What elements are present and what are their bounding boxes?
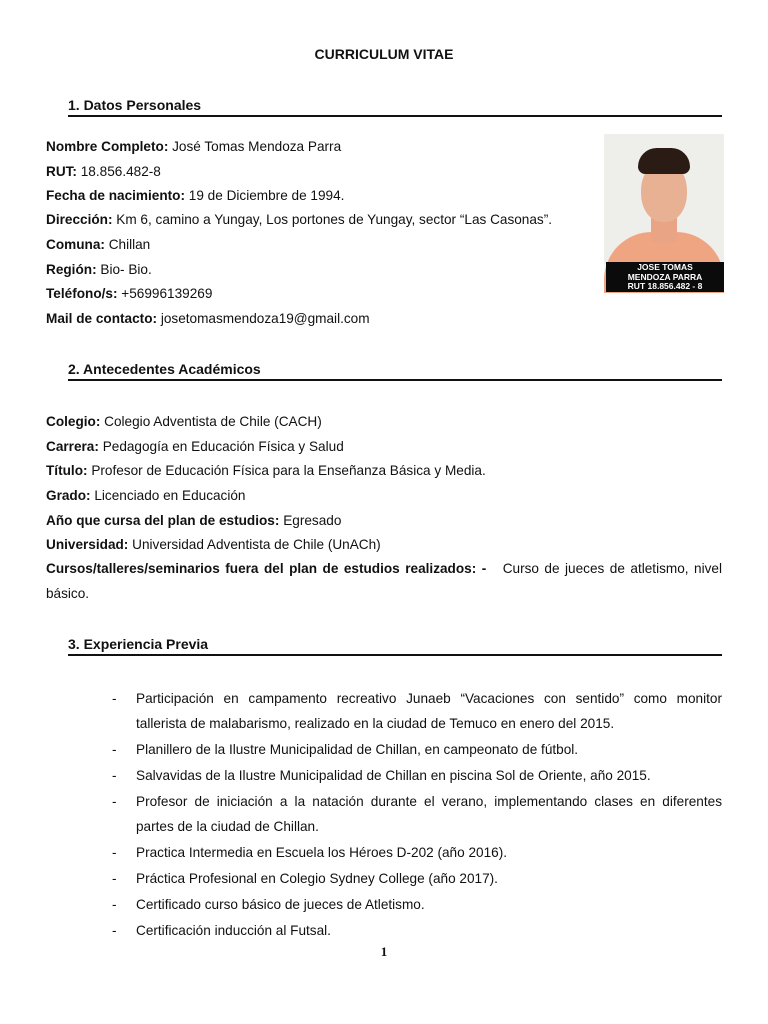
photo-hair (638, 148, 690, 174)
bullet-dash: - (112, 768, 117, 783)
list-item (112, 789, 722, 839)
field-value: 18.856.482-8 (80, 164, 161, 179)
field-value: Profesor de Educación Física para la Enseñanza Básica y Media. (91, 463, 486, 478)
field-label: Título: (46, 463, 88, 478)
bullet-dash: - (112, 691, 117, 706)
field-value: Bio- Bio. (100, 262, 152, 277)
list-item-text: Practica Intermedia en Escuela los Héroes D-202 (año 2016). (136, 845, 508, 860)
list-item (112, 866, 722, 891)
field-label: Fecha de nacimiento: (46, 188, 185, 203)
field-region (46, 261, 152, 279)
bullet-dash: - (112, 923, 117, 938)
photo-label-line: JOSE TOMAS (637, 262, 693, 272)
field-phone (46, 285, 212, 303)
field-value: josetomasmendoza19@gmail.com (160, 311, 370, 326)
field-label: Mail de contacto: (46, 311, 158, 326)
field-label: Cursos/talleres/seminarios fuera del plan de estudios realizados: - (46, 561, 487, 576)
experience-list (112, 686, 722, 944)
field-email (46, 310, 370, 328)
bullet-dash: - (112, 871, 117, 886)
field-value: Pedagogía en Educación Física y Salud (102, 439, 344, 454)
bullet-dash: - (112, 845, 117, 860)
field-label: Nombre Completo: (46, 139, 169, 154)
list-item (112, 918, 722, 943)
field-label: RUT: (46, 164, 77, 179)
field-birth-date (46, 187, 344, 205)
field-value: José Tomas Mendoza Parra (172, 139, 342, 154)
field-value: +56996139269 (121, 286, 213, 301)
field-university (46, 536, 381, 554)
field-label: Región: (46, 262, 97, 277)
section-heading-academic: 2. Antecedentes Académicos (68, 361, 722, 381)
list-item-text: Salvavidas de la Ilustre Municipalidad de Chillan en piscina Sol de Oriente, año 2015. (136, 768, 651, 783)
field-value: 19 de Diciembre de 1994. (188, 188, 345, 203)
field-career (46, 438, 344, 456)
field-full-name (46, 138, 341, 156)
bullet-dash: - (112, 742, 117, 757)
bullet-dash: - (112, 897, 117, 912)
list-item-text: Planillero de la Ilustre Municipalidad de Chillan, en campeonato de fútbol. (136, 742, 579, 757)
page-number: 1 (380, 944, 388, 959)
field-label: Año que cursa del plan de estudios: (46, 513, 280, 528)
list-item-text: Certificación inducción al Futsal. (136, 923, 331, 938)
profile-photo (604, 134, 724, 293)
list-item-text: Práctica Profesional en Colegio Sydney College (año 2017). (136, 871, 498, 886)
field-study-year (46, 512, 341, 530)
list-item-text: Profesor de iniciación a la natación durante el verano, implementando clases en diferentes partes de la ciudad de Chillan. (136, 794, 722, 834)
field-grade (46, 487, 246, 505)
field-value: Km 6, camino a Yungay, Los portones de Yungay, sector “Las Casonas”. (116, 212, 553, 227)
list-item (112, 686, 722, 736)
field-address (46, 211, 552, 229)
bullet-dash: - (112, 794, 117, 809)
field-degree-title (46, 462, 486, 480)
field-value: Curso de jueces de atletismo, nivel básico. (46, 561, 722, 601)
field-label: Universidad: (46, 537, 129, 552)
field-school (46, 413, 322, 431)
list-item (112, 892, 722, 917)
field-value: Licenciado en Educación (94, 488, 246, 503)
field-rut (46, 163, 161, 181)
field-value: Colegio Adventista de Chile (CACH) (104, 414, 322, 429)
section-heading-personal: 1. Datos Personales (68, 97, 722, 117)
list-item (112, 763, 722, 788)
field-value: Chillan (108, 237, 151, 252)
field-label: Grado: (46, 488, 91, 503)
field-label: Carrera: (46, 439, 99, 454)
field-value: Universidad Adventista de Chile (UnACh) (132, 537, 381, 552)
field-courses (46, 556, 722, 606)
field-commune (46, 236, 150, 254)
photo-label-line: MENDOZA PARRA (627, 271, 703, 282)
photo-id-label (606, 262, 724, 292)
photo-label-line: RUT 18.856.482 - 8 (627, 281, 703, 291)
field-label: Comuna: (46, 237, 105, 252)
field-label: Dirección: (46, 212, 113, 227)
list-item-text: Certificado curso básico de jueces de Atletismo. (136, 897, 425, 912)
field-label: Colegio: (46, 414, 101, 429)
list-item (112, 840, 722, 865)
field-value: Egresado (283, 513, 342, 528)
section-heading-experience: 3. Experiencia Previa (68, 636, 722, 656)
list-item-text: Participación en campamento recreativo Junaeb “Vacaciones con sentido” como monitor tallerista de malabarismo, realizado en la ciudad de Temuco en enero del 2015. (136, 691, 722, 731)
document-title: CURRICULUM VITAE (314, 46, 454, 62)
field-label: Teléfono/s: (46, 286, 118, 301)
list-item (112, 737, 722, 762)
